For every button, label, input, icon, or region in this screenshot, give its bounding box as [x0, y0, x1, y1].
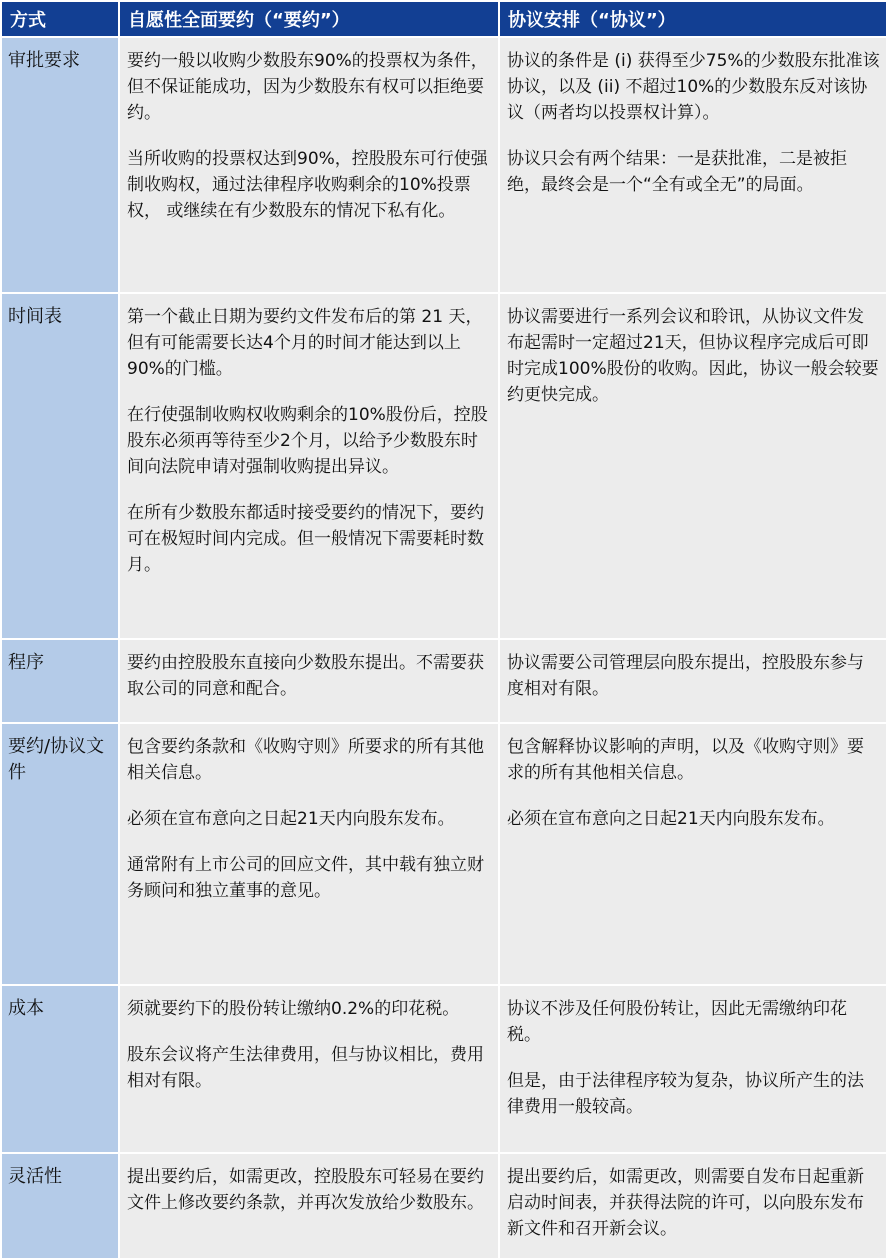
cell-paragraph: 须就要约下的股份转让缴纳0.2%的印花税。 — [127, 999, 460, 1019]
row-label-cost: 成本 — [2, 986, 118, 1152]
scheme-cell — [500, 38, 886, 292]
cell-paragraph: 要约一般以收购少数股东90%的投票权为条件，但不保证能成功，因为少数股东有权可以拒绝要约。 — [127, 51, 488, 123]
cell-paragraph: 提出要约后，如需更改，则需要自发布日起重新启动时间表，并获得法院的许可，以向股东发布新文件和召开新会议。 — [507, 1167, 864, 1239]
cell-paragraph: 协议的条件是 (i) 获得至少75%的少数股东批准该协议，以及 (ii) 不超过10%的少数股东反对该协议（两者均以投票权计算）。 — [507, 51, 880, 123]
cell-paragraph: 第一个截止日期为要约文件发布后的第 21 天，但有可能需要长达4个月的时间才能达到以上90%的门槛。 — [127, 307, 483, 379]
cell-paragraph: 协议需要公司管理层向股东提出，控股股东参与度相对有限。 — [507, 653, 864, 699]
row-label-documents: 要约/协议文件 — [2, 724, 118, 984]
cell-paragraph: 要约由控股股东直接向少数股东提出。不需要获取公司的同意和配合。 — [127, 653, 484, 699]
row-label-timeline: 时间表 — [2, 294, 118, 638]
scheme-cell — [500, 640, 886, 722]
scheme-cell — [500, 986, 886, 1152]
cell-paragraph: 股东会议将产生法律费用，但与协议相比，费用相对有限。 — [127, 1045, 484, 1091]
cell-paragraph: 在所有少数股东都适时接受要约的情况下，要约可在极短时间内完成。但一般情况下需要耗时数月。 — [127, 503, 484, 575]
offer-cell — [120, 724, 498, 984]
cell-paragraph: 提出要约后，如需更改，控股股东可轻易在要约文件上修改要约条款，并再次发放给少数股东。 — [127, 1167, 484, 1213]
cell-paragraph: 在行使强制收购权收购剩余的10%股份后，控股股东必须再等待至少2个月，以给予少数股东时间向法院申请对强制收购提出异议。 — [127, 405, 488, 477]
scheme-cell — [500, 294, 886, 638]
header-method: 方式 — [2, 2, 118, 36]
cell-paragraph: 当所收购的投票权达到90%，控股股东可行使强制收购权，通过法律程序收购剩余的10%投票权， 或继续在有少数股东的情况下私有化。 — [127, 149, 488, 221]
cell-paragraph: 通常附有上市公司的回应文件，其中载有独立财务顾问和独立董事的意见。 — [127, 855, 484, 901]
cell-paragraph: 必须在宣布意向之日起21天内向股东发布。 — [507, 809, 835, 829]
offer-cell — [120, 1154, 498, 1258]
offer-cell — [120, 986, 498, 1152]
table-row — [2, 986, 886, 1152]
cell-paragraph: 协议需要进行一系列会议和聆讯，从协议文件发布起需时一定超过21天，但协议程序完成后可即时完成100%股份的收购。因此，协议一般会较要约更快完成。 — [507, 307, 879, 405]
row-label-procedure: 程序 — [2, 640, 118, 722]
header-row — [2, 2, 886, 36]
cell-paragraph: 必须在宣布意向之日起21天内向股东发布。 — [127, 809, 455, 829]
table-row — [2, 294, 886, 638]
scheme-cell — [500, 724, 886, 984]
table-row — [2, 724, 886, 984]
offer-cell — [120, 38, 498, 292]
row-label-approval: 审批要求 — [2, 38, 118, 292]
cell-paragraph: 协议只会有两个结果：一是获批准，二是被拒绝，最终会是一个“全有或全无”的局面。 — [507, 149, 847, 195]
cell-paragraph: 协议不涉及任何股份转让，因此无需缴纳印花税。 — [507, 999, 847, 1045]
offer-cell — [120, 640, 498, 722]
table-row — [2, 640, 886, 722]
cell-paragraph: 包含要约条款和《收购守则》所要求的所有其他相关信息。 — [127, 737, 484, 783]
table-row — [2, 38, 886, 292]
header-scheme-of-arrangement: 协议安排（“协议”） — [500, 2, 886, 36]
row-label-flexibility: 灵活性 — [2, 1154, 118, 1258]
cell-paragraph: 但是，由于法律程序较为复杂，协议所产生的法律费用一般较高。 — [507, 1071, 864, 1117]
cell-paragraph: 包含解释协议影响的声明，以及《收购守则》要求的所有其他相关信息。 — [507, 737, 864, 783]
scheme-cell — [500, 1154, 886, 1258]
table-row — [2, 1154, 886, 1258]
header-general-offer: 自愿性全面要约（“要约”） — [120, 2, 498, 36]
offer-cell — [120, 294, 498, 638]
